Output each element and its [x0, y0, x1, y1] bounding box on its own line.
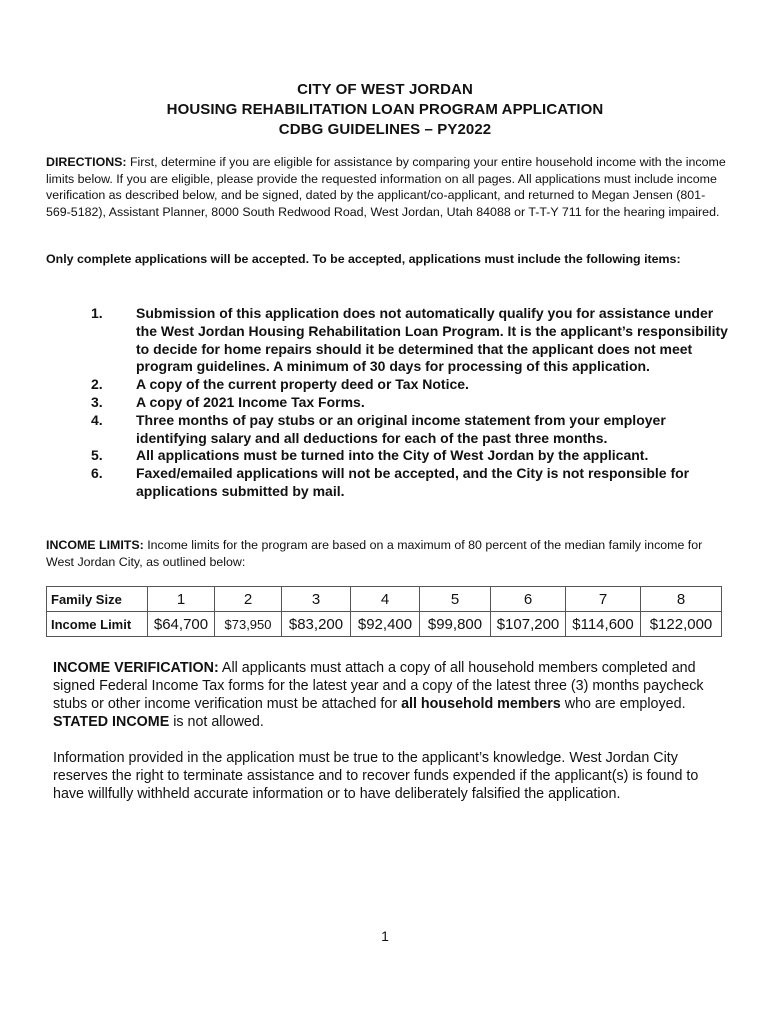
item-text: Submission of this application does not automatically qualify you for assistance under the West Jordan Housing Rehabilitation Loan Program. It is the applicant’s responsibility to decide for home repairs should it be determined that the applicant does not meet program guidelines. A minimum of 30 days for processing of this application.	[136, 305, 728, 375]
requirements-list	[46, 305, 736, 501]
disclaimer-paragraph: Information provided in the application must be true to the applicant’s knowledge. West Jordan City reserves the right to terminate assistance and to recover funds expended if the applicant(s) is found to have willfully withheld accurate information or to have deliberately falsified the application.	[53, 750, 699, 802]
item-number: 5.	[91, 447, 103, 464]
list-item	[46, 376, 736, 394]
income-limits-text: Income limits for the program are based on a maximum of 80 percent of the median family income for West Jordan City, as outlined below:	[46, 538, 703, 569]
verification-text: is not allowed.	[169, 714, 264, 730]
directions-paragraph	[46, 154, 726, 220]
directions-label: DIRECTIONS:	[46, 155, 127, 169]
table-cell: $114,600	[566, 612, 641, 637]
table-cell: 4	[351, 587, 420, 612]
header-city: CITY OF WEST JORDAN	[297, 81, 473, 98]
income-limit-label: Income Limit	[47, 612, 148, 637]
verification-emphasis: all household members	[401, 696, 561, 712]
list-item	[46, 305, 736, 376]
item-text: A copy of 2021 Income Tax Forms.	[136, 393, 365, 410]
table-cell: $64,700	[148, 612, 215, 637]
table-cell: 2	[215, 587, 282, 612]
table-cell: $107,200	[491, 612, 566, 637]
table-cell: 7	[566, 587, 641, 612]
page-number: 1	[381, 928, 389, 944]
item-text: A copy of the current property deed or Tax Notice.	[136, 376, 469, 393]
table-cell: 6	[491, 587, 566, 612]
item-text: All applications must be turned into the City of West Jordan by the applicant.	[136, 447, 649, 464]
table-row-income-limit	[47, 612, 722, 637]
income-limits-paragraph	[46, 537, 726, 570]
income-verification-label: INCOME VERIFICATION:	[53, 660, 219, 676]
table-cell: 3	[282, 587, 351, 612]
income-verification-paragraph	[53, 659, 723, 731]
item-text: Faxed/emailed applications will not be accepted, and the City is not responsible for applications submitted by mail.	[136, 465, 690, 499]
stated-income-emphasis: STATED INCOME	[53, 714, 170, 730]
table-cell: $73,950	[215, 612, 282, 637]
table-cell: 1	[148, 587, 215, 612]
table-cell: $99,800	[420, 612, 491, 637]
directions-text: First, determine if you are eligible for assistance by comparing your entire household income with the income limits below. If you are eligible, please provide the requested information on all pages. All applications must include income verification as described below, and be signed, dated by the applicant/co-applicant, and returned to Megan Jensen (801-569-5182), Assistant Planner, 8000 South Redwood Road, West Jordan, Utah 84088 or T-T-Y 711 for the hearing impaired.	[46, 155, 726, 219]
verification-text: All applicants must attach a copy of all household members completed and signed Federal Income Tax forms for the latest year and a copy of the latest three (3) months paycheck stubs or other income verification must be attached for	[53, 660, 704, 712]
header-guidelines: CDBG GUIDELINES – PY2022	[278, 121, 492, 138]
item-number: 2.	[91, 376, 103, 393]
family-size-label: Family Size	[47, 587, 148, 612]
item-number: 1.	[91, 305, 103, 321]
item-number: 6.	[91, 465, 103, 482]
header-program: HOUSING REHABILITATION LOAN PROGRAM APPLICATION	[166, 101, 604, 118]
table-cell: 5	[420, 587, 491, 612]
table-cell: $83,200	[282, 612, 351, 637]
list-item	[46, 394, 736, 412]
list-item	[46, 412, 736, 448]
complete-applications-note: Only complete applications will be accepted. To be accepted, applications must include the following items:	[46, 252, 681, 266]
table-cell: $92,400	[351, 612, 420, 637]
income-limits-label: INCOME LIMITS:	[46, 538, 144, 552]
item-number: 3.	[91, 393, 103, 410]
verification-text: who are employed.	[560, 696, 686, 712]
list-item	[46, 465, 736, 501]
list-item	[46, 447, 736, 465]
item-text: Three months of pay stubs or an original income statement from your employer identifying salary and all deductions for each of the past three months.	[136, 411, 666, 446]
table-row-family-size	[47, 587, 722, 612]
item-number: 4.	[91, 411, 103, 428]
table-cell: 8	[641, 587, 722, 612]
income-limits-table	[46, 586, 722, 637]
table-cell: $122,000	[641, 612, 722, 637]
